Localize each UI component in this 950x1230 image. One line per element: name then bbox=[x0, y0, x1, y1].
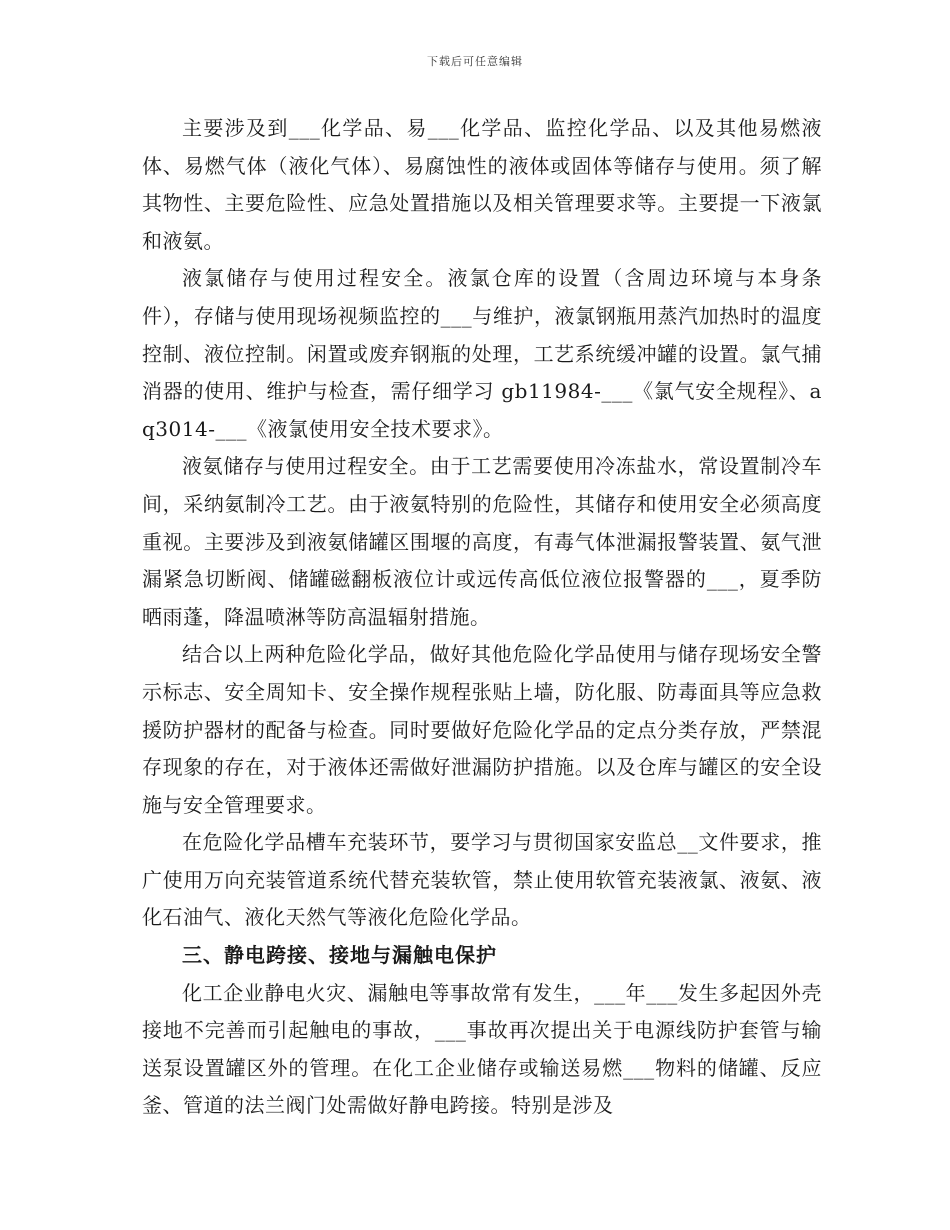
paragraph-hazardous-chemicals-intro: 主要涉及到___化学品、易___化学品、监控化学品、以及其他易燃液体、易燃气体（液化气体）、易腐蚀性的液体或固体等储存与使用。须了解其物性、主要危险性、应急处置措施以及相关管理要求等。主要提一下液氯和液氨。 bbox=[142, 116, 822, 253]
paragraph-other-chemicals: 结合以上两种危险化学品，做好其他危险化学品使用与储存现场安全警示标志、安全周知卡、安全操作规程张贴上墙，防化服、防毒面具等应急救援防护器材的配备与检查。同时要做好危险化学品的定点分类存放，严禁混存现象的存在，对于液体还需做好泄漏防护措施。以及仓库与罐区的安全设施与安全管理要求。 bbox=[142, 642, 822, 817]
paragraph-tanker-filling: 在危险化学品槽车充装环节，要学习与贯彻国家安监总__文件要求，推广使用万向充装管道系统代替充装软管，禁止使用软管充装液氯、液氨、液化石油气、液化天然气等液化危险化学品。 bbox=[142, 830, 822, 930]
paragraph-static-electricity: 化工企业静电火灾、漏触电等事故常有发生，___年___发生多起因外壳接地不完善而引起触电的事故，___事故再次提出关于电源线防护套管与输送泵设置罐区外的管理。在化工企业储存或输送易燃___物料的储罐、反应釜、管道的法兰阀门处需做好静电跨接。特别是涉及 bbox=[142, 980, 822, 1118]
document-body bbox=[142, 110, 822, 1125]
paragraph-liquid-chlorine: 液氯储存与使用过程安全。液氯仓库的设置（含周边环境与本身条件），存储与使用现场视频监控的___与维护，液氯钢瓶用蒸汽加热时的温度控制、液位控制。闲置或废弃钢瓶的处理，工艺系统缓冲罐的设置。氯气捕消器的使用、维护与检查，需仔细学习 gb11984-___《氯气安全规程》、aq3014-___《液氯使用安全技术要求》。 bbox=[142, 266, 822, 441]
section-heading-static-grounding: 三、静电跨接、接地与漏触电保护 bbox=[182, 943, 497, 968]
paragraph-liquid-ammonia: 液氨储存与使用过程安全。由于工艺需要使用冷冻盐水，常设置制冷车间，采纳氨制冷工艺。由于液氨特别的危险性，其储存和使用安全必须高度重视。主要涉及到液氨储罐区围堰的高度，有毒气体泄漏报警装置、氨气泄漏紧急切断阀、储罐磁翻板液位计或远传高低位液位报警器的___，夏季防晒雨蓬，降温喷淋等防高温辐射措施。 bbox=[142, 454, 822, 629]
page-header: 下载后可任意编辑 bbox=[427, 55, 523, 68]
